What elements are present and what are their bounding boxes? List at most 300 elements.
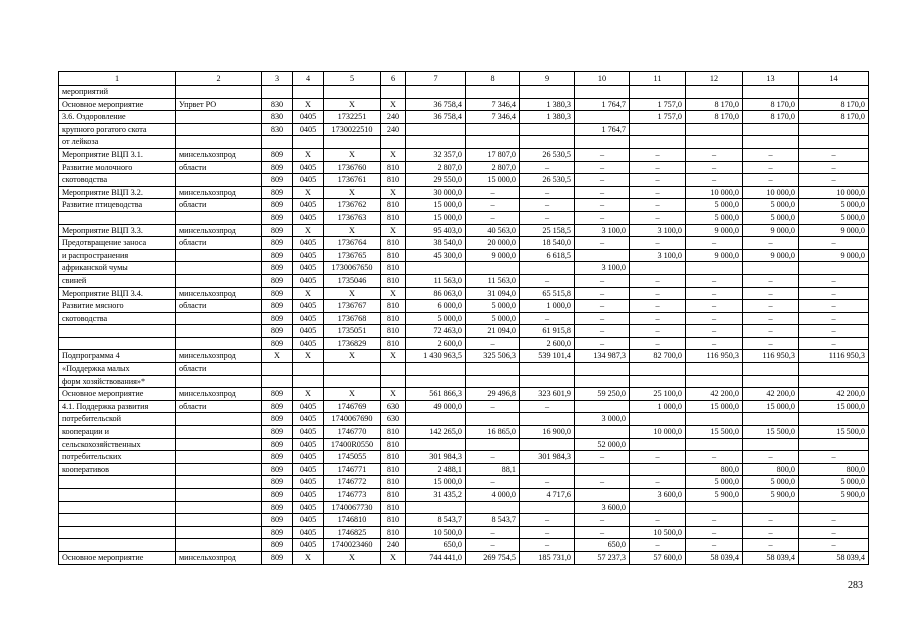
table-cell <box>520 363 575 376</box>
table-cell: 25 158,5 <box>520 224 575 237</box>
table-row <box>59 350 869 363</box>
table-cell <box>630 136 686 149</box>
table-cell: 0405 <box>293 199 324 212</box>
table-row <box>59 451 869 464</box>
table-cell: Основное мероприятие <box>59 551 176 564</box>
table-cell: 0405 <box>293 463 324 476</box>
table-cell: 8 170,0 <box>799 111 869 124</box>
table-cell: 0405 <box>293 489 324 502</box>
table-cell: 5 000,0 <box>799 211 869 224</box>
table-cell <box>799 123 869 136</box>
table-cell <box>630 86 686 99</box>
table-cell: 30 000,0 <box>406 186 466 199</box>
header-cell-10: 10 <box>575 72 630 86</box>
table-cell: 830 <box>262 98 293 111</box>
table-cell <box>59 514 176 527</box>
table-cell <box>575 111 630 124</box>
table-cell <box>630 363 686 376</box>
table-cell: 0405 <box>293 325 324 338</box>
table-cell: 3 100,0 <box>630 249 686 262</box>
table-cell <box>743 136 799 149</box>
table-cell: 810 <box>381 237 406 250</box>
table-cell: – <box>743 237 799 250</box>
table-cell <box>743 438 799 451</box>
table-cell: 809 <box>262 463 293 476</box>
table-cell: – <box>520 199 575 212</box>
table-cell <box>743 86 799 99</box>
table-cell: – <box>686 174 743 187</box>
table-cell: 49 000,0 <box>406 400 466 413</box>
table-row <box>59 388 869 401</box>
table-cell: 5 000,0 <box>743 211 799 224</box>
table-cell <box>176 136 262 149</box>
table-cell <box>466 86 520 99</box>
table-cell <box>466 363 520 376</box>
table-cell: 0405 <box>293 526 324 539</box>
table-cell: 1736760 <box>324 161 381 174</box>
table-cell: – <box>799 514 869 527</box>
table-cell: – <box>799 237 869 250</box>
table-row <box>59 111 869 124</box>
table-cell: 809 <box>262 426 293 439</box>
table-row <box>59 463 869 476</box>
table-cell: – <box>466 526 520 539</box>
table-cell: 1740023460 <box>324 539 381 552</box>
table-cell: 809 <box>262 312 293 325</box>
table-cell <box>466 501 520 514</box>
table-cell: 16 900,0 <box>520 426 575 439</box>
table-cell: 32 357,0 <box>406 148 466 161</box>
table-cell: минсельхозпрод <box>176 224 262 237</box>
table-cell: – <box>466 476 520 489</box>
table-cell: 810 <box>381 463 406 476</box>
table-cell <box>575 363 630 376</box>
table-cell: 323 601,9 <box>520 388 575 401</box>
table-cell: области <box>176 400 262 413</box>
table-cell: Х <box>381 186 406 199</box>
table-cell: 301 984,3 <box>520 451 575 464</box>
table-cell <box>324 136 381 149</box>
table-cell: 810 <box>381 337 406 350</box>
table-cell: – <box>575 312 630 325</box>
table-cell: – <box>466 400 520 413</box>
table-cell <box>799 501 869 514</box>
header-cell-7: 7 <box>406 72 466 86</box>
table-cell: – <box>686 300 743 313</box>
table-cell <box>520 375 575 388</box>
table-row <box>59 375 869 388</box>
table-cell <box>176 262 262 275</box>
table-cell: – <box>630 237 686 250</box>
table-cell <box>176 174 262 187</box>
table-cell: 630 <box>381 413 406 426</box>
table-cell <box>176 413 262 426</box>
table-cell: 561 866,3 <box>406 388 466 401</box>
table-cell: 5 900,0 <box>743 489 799 502</box>
table-cell <box>686 438 743 451</box>
table-cell <box>176 211 262 224</box>
table-cell: от лейкоза <box>59 136 176 149</box>
table-cell <box>630 438 686 451</box>
table-cell: – <box>520 312 575 325</box>
table-cell <box>686 413 743 426</box>
table-cell: 809 <box>262 211 293 224</box>
table-cell: 4.1. Поддержка развития <box>59 400 176 413</box>
table-cell: – <box>799 287 869 300</box>
table-cell: – <box>520 186 575 199</box>
table-cell: – <box>686 526 743 539</box>
table-cell: – <box>575 186 630 199</box>
table-cell: 15 500,0 <box>743 426 799 439</box>
table-cell: Х <box>324 388 381 401</box>
table-cell: 116 950,3 <box>743 350 799 363</box>
table-cell: Х <box>381 224 406 237</box>
table-cell <box>59 337 176 350</box>
table-cell: 4 717,6 <box>520 489 575 502</box>
table-cell: 2 600,0 <box>406 337 466 350</box>
table-cell: 809 <box>262 476 293 489</box>
table-cell: – <box>799 451 869 464</box>
table-cell: – <box>799 337 869 350</box>
table-cell: области <box>176 300 262 313</box>
table-cell <box>520 136 575 149</box>
table-cell: 1736765 <box>324 249 381 262</box>
table-cell: 810 <box>381 514 406 527</box>
table-cell: Х <box>293 224 324 237</box>
table-cell: потребительской <box>59 413 176 426</box>
table-cell: 1 000,0 <box>520 300 575 313</box>
table-cell: – <box>686 325 743 338</box>
table-cell: 1746773 <box>324 489 381 502</box>
table-cell <box>293 86 324 99</box>
table-cell: 650,0 <box>575 539 630 552</box>
table-cell <box>176 514 262 527</box>
table-row <box>59 325 869 338</box>
table-cell: Х <box>293 350 324 363</box>
table-cell: 8 170,0 <box>743 98 799 111</box>
table-cell: Упрвет РО <box>176 98 262 111</box>
table-cell <box>520 413 575 426</box>
table-cell: 810 <box>381 199 406 212</box>
table-cell: – <box>575 325 630 338</box>
table-cell: 36 758,4 <box>406 98 466 111</box>
table-cell <box>630 375 686 388</box>
table-cell: – <box>520 400 575 413</box>
table-cell: – <box>575 526 630 539</box>
table-cell <box>630 123 686 136</box>
table-cell: Х <box>381 287 406 300</box>
table-row <box>59 489 869 502</box>
table-cell: 809 <box>262 237 293 250</box>
table-cell: – <box>520 274 575 287</box>
table-cell: – <box>686 274 743 287</box>
table-cell: 1 757,0 <box>630 111 686 124</box>
table-cell: 2 807,0 <box>466 161 520 174</box>
table-cell: Х <box>293 98 324 111</box>
table-row <box>59 287 869 300</box>
table-cell: 1746769 <box>324 400 381 413</box>
table-cell <box>176 123 262 136</box>
table-cell <box>176 501 262 514</box>
table-cell: 38 540,0 <box>406 237 466 250</box>
table-cell: 539 101,4 <box>520 350 575 363</box>
table-cell: 2 807,0 <box>406 161 466 174</box>
table-cell: 830 <box>262 123 293 136</box>
table-cell <box>743 501 799 514</box>
table-cell: 0405 <box>293 539 324 552</box>
table-cell: Х <box>324 350 381 363</box>
table-cell: 810 <box>381 526 406 539</box>
table-cell: 809 <box>262 161 293 174</box>
table-cell <box>59 489 176 502</box>
table-cell <box>324 86 381 99</box>
table-cell: 0405 <box>293 262 324 275</box>
table-cell: – <box>466 211 520 224</box>
table-cell: 15 000,0 <box>743 400 799 413</box>
table-cell: 11 563,0 <box>406 274 466 287</box>
table-cell <box>406 438 466 451</box>
table-cell: 26 530,5 <box>520 174 575 187</box>
table-cell: 15 500,0 <box>799 426 869 439</box>
table-cell <box>59 476 176 489</box>
table-cell <box>176 111 262 124</box>
table-cell: 0405 <box>293 476 324 489</box>
table-row <box>59 539 869 552</box>
table-cell <box>381 86 406 99</box>
table-cell: 810 <box>381 211 406 224</box>
table-cell: 0405 <box>293 426 324 439</box>
table-cell <box>799 413 869 426</box>
table-cell: – <box>743 337 799 350</box>
table-cell: – <box>630 287 686 300</box>
table-cell <box>176 476 262 489</box>
table-cell: 6 618,5 <box>520 249 575 262</box>
table-cell: 5 000,0 <box>466 312 520 325</box>
table-row <box>59 526 869 539</box>
table-cell: 809 <box>262 325 293 338</box>
table-cell <box>520 123 575 136</box>
table-cell: 1 380,3 <box>520 111 575 124</box>
table-row <box>59 514 869 527</box>
table-row <box>59 211 869 224</box>
table-cell <box>176 337 262 350</box>
table-cell: – <box>575 161 630 174</box>
table-cell: 15 000,0 <box>406 199 466 212</box>
table-cell: – <box>686 514 743 527</box>
table-cell: 88,1 <box>466 463 520 476</box>
table-row <box>59 274 869 287</box>
table-cell: – <box>520 526 575 539</box>
table-cell: – <box>630 148 686 161</box>
table-cell: 82 700,0 <box>630 350 686 363</box>
table-cell <box>630 501 686 514</box>
table-cell: 1736761 <box>324 174 381 187</box>
table-cell: 1730067650 <box>324 262 381 275</box>
table-cell: – <box>630 312 686 325</box>
table-cell: 8 543,7 <box>466 514 520 527</box>
table-cell: 810 <box>381 451 406 464</box>
table-cell: – <box>743 514 799 527</box>
table-cell: 8 170,0 <box>686 98 743 111</box>
table-cell <box>406 375 466 388</box>
table-cell <box>630 262 686 275</box>
table-row <box>59 501 869 514</box>
table-header <box>59 72 869 86</box>
table-cell: 1740067690 <box>324 413 381 426</box>
table-cell: 810 <box>381 174 406 187</box>
table-cell: 810 <box>381 325 406 338</box>
table-cell: 1736768 <box>324 312 381 325</box>
table-cell: – <box>630 300 686 313</box>
table-cell: Мероприятие ВЦП 3.3. <box>59 224 176 237</box>
table-cell: 9 000,0 <box>799 224 869 237</box>
table-cell <box>406 501 466 514</box>
table-cell: 9 000,0 <box>466 249 520 262</box>
table-cell: 9 000,0 <box>799 249 869 262</box>
table-cell: Х <box>324 551 381 564</box>
table-cell: 0405 <box>293 249 324 262</box>
header-cell-4: 4 <box>293 72 324 86</box>
table-cell: 15 000,0 <box>406 476 466 489</box>
table-cell: – <box>799 325 869 338</box>
table-cell: 240 <box>381 111 406 124</box>
table-cell: 15 000,0 <box>466 174 520 187</box>
table-cell: свиней <box>59 274 176 287</box>
table-row <box>59 476 869 489</box>
table-cell: Развитие мясного <box>59 300 176 313</box>
table-cell: 134 987,3 <box>575 350 630 363</box>
table-cell: – <box>520 161 575 174</box>
header-cell-9: 9 <box>520 72 575 86</box>
table-cell <box>59 526 176 539</box>
table-cell <box>686 375 743 388</box>
table-cell: 8 170,0 <box>743 111 799 124</box>
table-cell: крупного рогатого скота <box>59 123 176 136</box>
table-row <box>59 337 869 350</box>
table-cell: – <box>743 161 799 174</box>
table-cell: 4 000,0 <box>466 489 520 502</box>
table-cell: 1746772 <box>324 476 381 489</box>
table-cell <box>575 426 630 439</box>
table-cell: Х <box>293 287 324 300</box>
table-cell: сельскохозяйственных <box>59 438 176 451</box>
table-cell: 58 039,4 <box>743 551 799 564</box>
table-cell: – <box>686 337 743 350</box>
table-row <box>59 98 869 111</box>
table-cell <box>406 123 466 136</box>
table-cell <box>799 262 869 275</box>
table-cell: Предотвращение заноса <box>59 237 176 250</box>
table-cell <box>686 86 743 99</box>
table-cell: 1746825 <box>324 526 381 539</box>
table-cell: 1116 950,3 <box>799 350 869 363</box>
table-cell <box>293 363 324 376</box>
table-cell: 1732251 <box>324 111 381 124</box>
table-cell: 1746810 <box>324 514 381 527</box>
table-cell <box>799 86 869 99</box>
table-cell: 21 094,0 <box>466 325 520 338</box>
table-cell <box>59 211 176 224</box>
table-cell <box>381 375 406 388</box>
table-cell: – <box>630 174 686 187</box>
table-cell <box>176 86 262 99</box>
table-cell: 810 <box>381 274 406 287</box>
table-cell: – <box>743 148 799 161</box>
table-cell <box>262 375 293 388</box>
table-cell: – <box>686 451 743 464</box>
table-cell: 61 915,8 <box>520 325 575 338</box>
table-cell: Х <box>293 551 324 564</box>
table-cell: Х <box>324 148 381 161</box>
table-cell: 17 807,0 <box>466 148 520 161</box>
table-cell: области <box>176 161 262 174</box>
table-cell: 20 000,0 <box>466 237 520 250</box>
table-cell: 29 550,0 <box>406 174 466 187</box>
table-cell: 5 000,0 <box>743 199 799 212</box>
table-cell: 809 <box>262 224 293 237</box>
table-cell: Х <box>293 186 324 199</box>
table-row <box>59 123 869 136</box>
table-cell: – <box>799 148 869 161</box>
table-cell: 6 000,0 <box>406 300 466 313</box>
table-cell: 800,0 <box>799 463 869 476</box>
table-cell: 40 563,0 <box>466 224 520 237</box>
table-cell: – <box>743 526 799 539</box>
table-cell: 2 600,0 <box>520 337 575 350</box>
table-cell: – <box>575 237 630 250</box>
table-cell <box>630 463 686 476</box>
table-cell: 3 600,0 <box>575 501 630 514</box>
table-cell: 0405 <box>293 123 324 136</box>
table-cell: – <box>630 199 686 212</box>
table-cell: 809 <box>262 526 293 539</box>
table-cell: 3 100,0 <box>575 224 630 237</box>
table-cell: 1736829 <box>324 337 381 350</box>
table-cell: и распространения <box>59 249 176 262</box>
table-cell: области <box>176 237 262 250</box>
table-cell: 810 <box>381 501 406 514</box>
table-cell: 65 515,8 <box>520 287 575 300</box>
table-cell: Мероприятие ВЦП 3.4. <box>59 287 176 300</box>
table-cell: 809 <box>262 514 293 527</box>
table-cell <box>575 136 630 149</box>
table-cell: Х <box>381 388 406 401</box>
table-cell: 5 900,0 <box>686 489 743 502</box>
table-cell: 42 200,0 <box>743 388 799 401</box>
table-cell <box>686 262 743 275</box>
table-cell: Х <box>324 287 381 300</box>
header-cell-1: 1 <box>59 72 176 86</box>
table-row <box>59 300 869 313</box>
table-cell: минсельхозпрод <box>176 350 262 363</box>
table-cell: 0405 <box>293 161 324 174</box>
table-cell: Х <box>324 98 381 111</box>
table-cell: 1 000,0 <box>630 400 686 413</box>
table-cell: Х <box>293 148 324 161</box>
table-cell: – <box>743 451 799 464</box>
table-cell: 8 543,7 <box>406 514 466 527</box>
table-row <box>59 426 869 439</box>
table-row <box>59 174 869 187</box>
table-cell: 650,0 <box>406 539 466 552</box>
table-row <box>59 413 869 426</box>
table-cell: Х <box>324 224 381 237</box>
table-cell: 1730022510 <box>324 123 381 136</box>
table-row <box>59 224 869 237</box>
table-cell: – <box>575 199 630 212</box>
header-cell-13: 13 <box>743 72 799 86</box>
table-row <box>59 136 869 149</box>
